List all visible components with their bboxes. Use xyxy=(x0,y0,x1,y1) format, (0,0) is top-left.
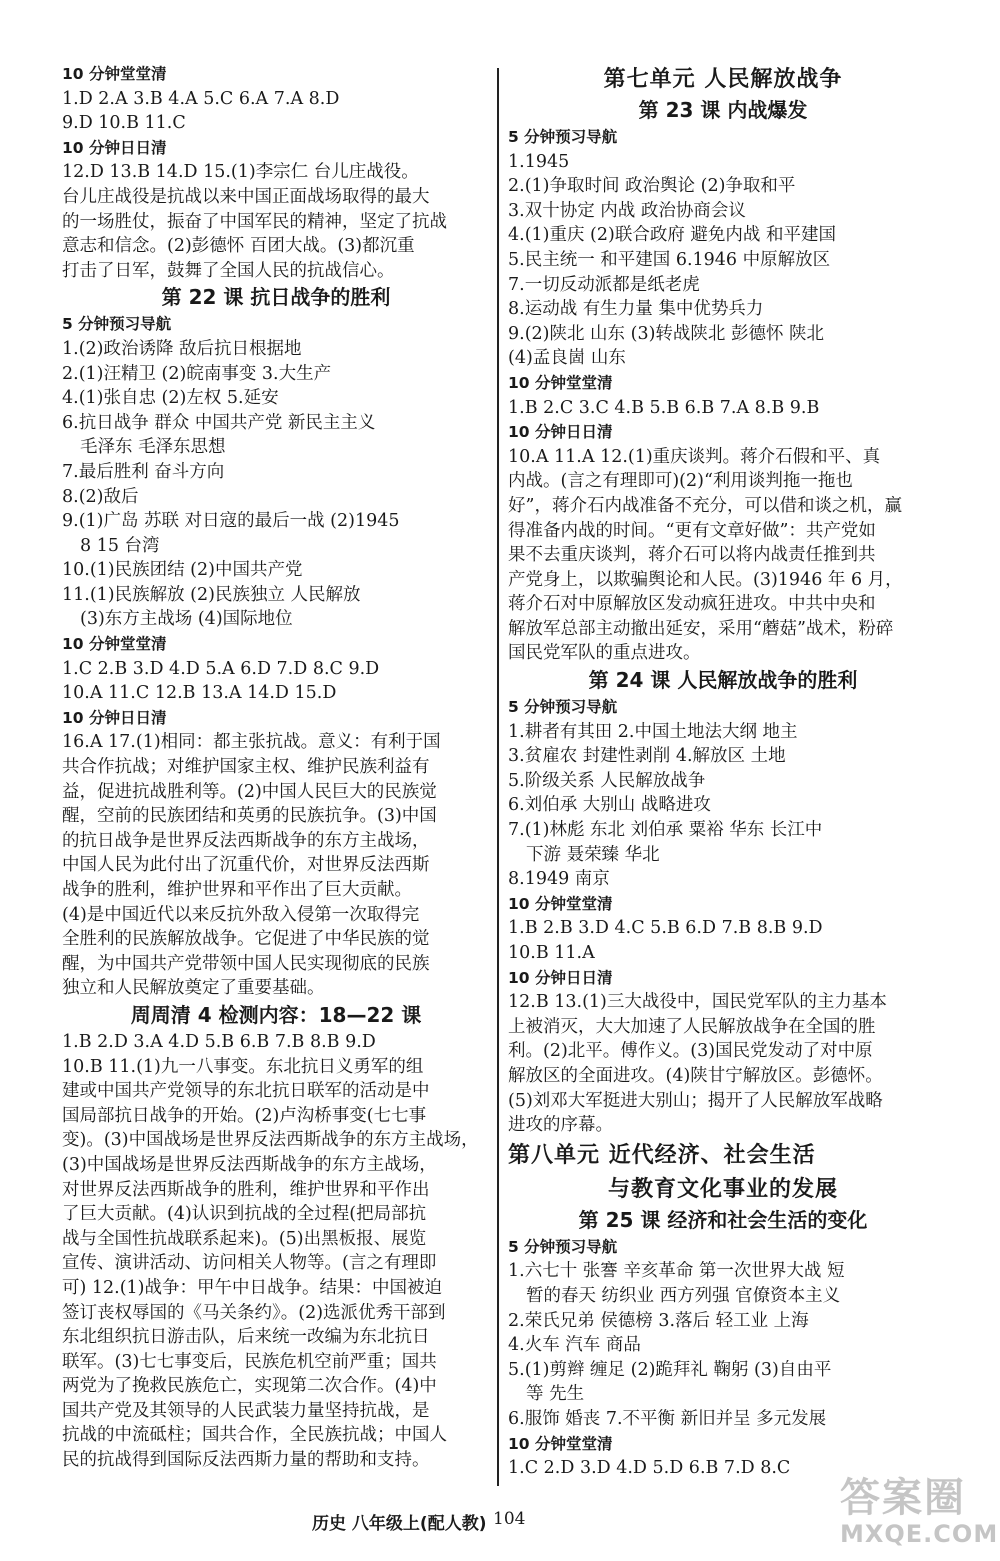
answer-line: 3.双十协定 内战 政治协商会议 xyxy=(508,200,746,221)
section-heading: 5 分钟预习导航 xyxy=(62,315,172,334)
answer-line: 两党为了挽救民族危亡，实现第二次合作。(4)中 xyxy=(62,1376,437,1397)
answer-line: 全胜利的民族解放战争。它促进了中华民族的觉 xyxy=(62,929,430,950)
answer-line: 10.B 11.A xyxy=(508,943,595,963)
watermark-text: 答案圈 xyxy=(840,1475,966,1521)
answer-line: 5.民主统一 和平建国 6.1946 中原解放区 xyxy=(508,249,831,270)
answer-line: 共合作抗战；对维护国家主权、维护民族利益有 xyxy=(62,757,430,778)
answer-line: 4.火车 汽车 商品 xyxy=(508,1335,641,1356)
answer-line: 6.服饰 婚丧 7.不平衡 新旧并呈 多元发展 xyxy=(508,1408,827,1429)
answer-line: 国共产党及其领导的人民武装力量坚持抗战，是 xyxy=(62,1400,430,1421)
answer-line: 内战。(言之有理即可)(2)“利用谈判拖一拖也 xyxy=(508,471,853,492)
answer-line: 7.一切反动派都是纸老虎 xyxy=(508,274,700,295)
answer-line: 打击了日军，鼓舞了全国人民的抗战信心。 xyxy=(62,260,395,281)
answer-line: 5.阶级关系 人民解放战争 xyxy=(508,770,706,791)
answer-line: 1.C 2.D 3.D 4.D 5.D 6.B 7.D 8.C xyxy=(508,1458,791,1479)
answer-line: 1.1945 xyxy=(508,151,570,172)
right-column xyxy=(508,62,938,1481)
answer-line: 宣传、演讲活动、访问相关人物等。(言之有理即 xyxy=(62,1253,437,1274)
answer-line: 对世界反法西斯战争的胜利，维护世界和平作出 xyxy=(62,1179,430,1200)
answer-line: 中国人民为此付出了沉重代价，对世界反法西斯 xyxy=(62,855,430,876)
section-heading: 10 分钟堂堂清 xyxy=(62,635,167,654)
answer-line: 解放军总部主动撤出延安，采用“蘑菇”战术，粉碎 xyxy=(508,618,894,639)
section-heading: 10 分钟堂堂清 xyxy=(508,373,613,392)
unit-title: 与教育文化事业的发展 xyxy=(607,1175,838,1202)
answer-line: 2.(1)汪精卫 (2)皖南事变 3.大生产 xyxy=(62,363,332,384)
watermark-url: MXQE.COM xyxy=(840,1520,999,1548)
answer-line: 利。(2)北平。傅作义。(3)国民党发动了对中原 xyxy=(508,1041,873,1062)
page-number: 104 xyxy=(493,1509,526,1529)
answer-line: 独立和人民解放奠定了重要基础。 xyxy=(62,978,325,999)
answer-line: 9.(2)陕北 山东 (3)转战陕北 彭德怀 陕北 xyxy=(508,323,825,344)
answer-line: 得准备内战的时间。“更有文章好做”：共产党如 xyxy=(508,520,876,541)
answer-line: 7.(1)林彪 东北 刘伯承 粟裕 华东 长江中 xyxy=(508,820,823,841)
answer-line: 可) 12.(1)战争：甲午中日战争。结果：中国被迫 xyxy=(62,1277,443,1298)
answer-line: 2.(1)争取时间 政治舆论 (2)争取和平 xyxy=(508,176,796,197)
answer-line: 11.(1)民族解放 (2)民族独立 人民解放 xyxy=(62,584,361,605)
answer-line: 9.D 10.B 11.C xyxy=(62,113,186,134)
answer-line: 的抗日战争是世界反法西斯战争的东方主战场， xyxy=(62,830,430,851)
answer-line: 6.刘伯承 大别山 战略进攻 xyxy=(508,795,711,816)
lesson-title: 第 22 课 抗日战争的胜利 xyxy=(161,285,391,310)
answer-line: 10.(1)民族团结 (2)中国共产党 xyxy=(62,560,303,581)
unit-title: 第七单元 人民解放战争 xyxy=(603,66,843,92)
answer-line: 台儿庄战役是抗战以来中国正面战场取得的最大 xyxy=(62,186,430,207)
watermark-logo xyxy=(840,1475,999,1556)
answer-line: 签订丧权辱国的《马关条约》。(2)选派优秀干部到 xyxy=(62,1302,446,1323)
answer-line: 1.B 2.D 3.A 4.D 5.B 6.B 7.B 8.B 9.D xyxy=(62,1031,376,1052)
answer-line: 10.A 11.C 12.B 13.A 14.D 15.D xyxy=(62,683,337,704)
answer-line: 10.B 11.(1)九一八事变。东北抗日义勇军的组 xyxy=(62,1056,424,1077)
lesson-title: 第 24 课 人民解放战争的胜利 xyxy=(588,668,858,693)
answer-line: 4.(1)张自忠 (2)左权 5.延安 xyxy=(62,388,279,409)
answer-line: 1.六七十 张謇 辛亥革命 第一次世界大战 短 xyxy=(508,1261,845,1282)
answer-line: 醒，空前的民族团结和英勇的民族抗争。(3)中国 xyxy=(62,806,437,827)
answer-line: 1.C 2.B 3.D 4.D 5.A 6.D 7.D 8.C 9.D xyxy=(62,658,380,679)
answer-line: 国局部抗日战争的开始。(2)卢沟桥事变(七七事 xyxy=(62,1105,427,1126)
section-heading: 10 分钟日日清 xyxy=(508,423,613,442)
answer-line: 变)。(3)中国战场是世界反法西斯战争的东方主战场， xyxy=(62,1130,479,1151)
answer-line: 联军。(3)七七事变后，民族危机空前严重；国共 xyxy=(62,1351,437,1372)
answer-line: 的一场胜仗，振奋了中国军民的精神，坚定了抗战 xyxy=(62,211,447,232)
answer-line: (4)是中国近代以来反抗外敌入侵第一次取得完 xyxy=(62,904,420,925)
section-heading: 10 分钟堂堂清 xyxy=(508,1434,613,1453)
answer-line: 下游 聂荣臻 华北 xyxy=(526,844,660,865)
answer-line: 1.B 2.C 3.C 4.B 5.B 6.B 7.A 8.B 9.B xyxy=(508,397,820,418)
answer-line: 8 15 台湾 xyxy=(80,535,160,556)
answer-line: 益，促进抗战胜利等。(2)中国人民巨大的民族觉 xyxy=(62,781,437,802)
answer-line: (3)中国战场是世界反法西斯战争的东方主战场， xyxy=(62,1154,437,1175)
section-heading: 10 分钟日日清 xyxy=(62,708,167,727)
answer-line: 意志和信念。(2)彭德怀 百团大战。(3)都沉重 xyxy=(62,236,415,257)
answer-line: 8.运动战 有生力量 集中优势兵力 xyxy=(508,299,764,320)
answer-line: (5)刘邓大军挺进大别山；揭开了人民解放军战略 xyxy=(508,1090,883,1111)
answer-line: 进攻的序幕。 xyxy=(508,1115,613,1136)
answer-line: 醒，为中国共产党带领中国人民实现彻底的民族 xyxy=(62,953,430,974)
answer-line: 5.(1)剪辫 缠足 (2)跪拜礼 鞠躬 (3)自由平 xyxy=(508,1359,832,1380)
unit-title: 第八单元 近代经济、社会生活 xyxy=(508,1141,816,1168)
answer-line: 3.贫雇农 封建性剥削 4.解放区 土地 xyxy=(508,746,786,767)
answer-line: 10.A 11.A 12.(1)重庆谈判。蒋介石假和平、真 xyxy=(508,446,881,467)
answer-line: 民的抗战得到国际反法西斯力量的帮助和支持。 xyxy=(62,1450,430,1471)
answer-line: 1.B 2.B 3.D 4.C 5.B 6.D 7.B 8.B 9.D xyxy=(508,918,823,939)
answer-line: 1.耕者有其田 2.中国土地法大纲 地主 xyxy=(508,721,798,742)
section-heading: 10 分钟日日清 xyxy=(62,138,167,157)
answer-line: 上被消灭，大大加速了人民解放战争在全国的胜 xyxy=(508,1016,876,1037)
answer-line: (3)东方主战场 (4)国际地位 xyxy=(80,609,293,630)
answer-line: 6.抗日战争 群众 中国共产党 新民主主义 xyxy=(62,412,376,433)
section-heading: 10 分钟堂堂清 xyxy=(62,65,167,83)
answer-line: 等 先生 xyxy=(526,1384,585,1405)
section-heading: 5 分钟预习导航 xyxy=(508,698,618,717)
answer-line: 战与全国性抗战联系起来)。(5)出黑板报、展览 xyxy=(62,1228,427,1249)
answer-line: 12.D 13.B 14.D 15.(1)李宗仁 台儿庄战役。 xyxy=(62,162,419,183)
answer-line: 解放区的全面进攻。(4)陕甘宁解放区。彭德怀。 xyxy=(508,1065,883,1086)
answer-line: 产党身上，以欺骗舆论和人民。(3)1946 年 6 月， xyxy=(508,569,903,590)
section-heading: 10 分钟日日清 xyxy=(508,968,613,987)
answer-line: 16.A 17.(1)相同：都主张抗战。意义：有利于国 xyxy=(62,732,441,753)
section-heading: 10 分钟堂堂清 xyxy=(508,894,613,913)
footer-subject: 历史 八年级上(配人教) xyxy=(312,1514,487,1534)
answer-line: 东北组织抗日游击队，后来统一改编为东北抗日 xyxy=(62,1327,430,1348)
answer-line: 4.(1)重庆 (2)联合政府 避免内战 和平建国 xyxy=(508,225,836,246)
answer-line: 12.B 13.(1)三大战役中，国民党军队的主力基本 xyxy=(508,992,887,1013)
answer-line: 蒋介石对中原解放区发动疯狂进攻。中共中央和 xyxy=(508,594,876,615)
answer-line: 8.1949 南京 xyxy=(508,869,610,890)
lesson-title: 第 25 课 经济和社会生活的变化 xyxy=(578,1207,868,1232)
answer-line: 果不去重庆谈判，蒋介石可以将内战责任推到共 xyxy=(508,545,876,566)
answer-line: 1.D 2.A 3.B 4.A 5.C 6.A 7.A 8.D xyxy=(62,88,340,109)
answer-line: 1.(2)政治诱降 敌后抗日根据地 xyxy=(62,338,302,359)
answer-line: 国民党军队的重点进攻。 xyxy=(508,643,701,664)
lesson-title: 第 23 课 内战爆发 xyxy=(638,98,808,122)
answer-line: 9.(1)广岛 苏联 对日寇的最后一战 (2)1945 xyxy=(62,511,400,532)
answer-line: 战争的胜利，维护世界和平作出了巨大贡献。 xyxy=(62,880,412,900)
lesson-title: 周周清 4 检测内容：18—22 课 xyxy=(130,1002,422,1027)
answer-line: 好”，蒋介石内战准备不充分，可以借和谈之机，赢 xyxy=(508,495,902,516)
section-heading: 5 分钟预习导航 xyxy=(508,128,618,146)
column-divider xyxy=(497,68,499,1486)
answer-line: 建或中国共产党领导的东北抗日联军的活动是中 xyxy=(62,1081,430,1102)
answer-line: 7.最后胜利 奋斗方向 xyxy=(62,461,225,482)
section-heading: 5 分钟预习导航 xyxy=(508,1237,618,1256)
answer-line: 暂的春天 纺织业 西方列强 官僚资本主义 xyxy=(526,1285,841,1306)
answer-line: 毛泽东 毛泽东思想 xyxy=(80,437,226,458)
left-column xyxy=(62,62,490,1473)
answer-line: 8.(2)敌后 xyxy=(62,486,139,507)
answer-line: (4)孟良崮 山东 xyxy=(508,348,626,369)
answer-line: 了巨大贡献。(4)认识到抗战的全过程(把局部抗 xyxy=(62,1204,427,1225)
answer-line: 抗战的中流砥柱；国共合作，全民族抗战；中国人 xyxy=(62,1425,447,1446)
answer-line: 2.荣氏兄弟 侯德榜 3.落后 轻工业 上海 xyxy=(508,1310,809,1331)
